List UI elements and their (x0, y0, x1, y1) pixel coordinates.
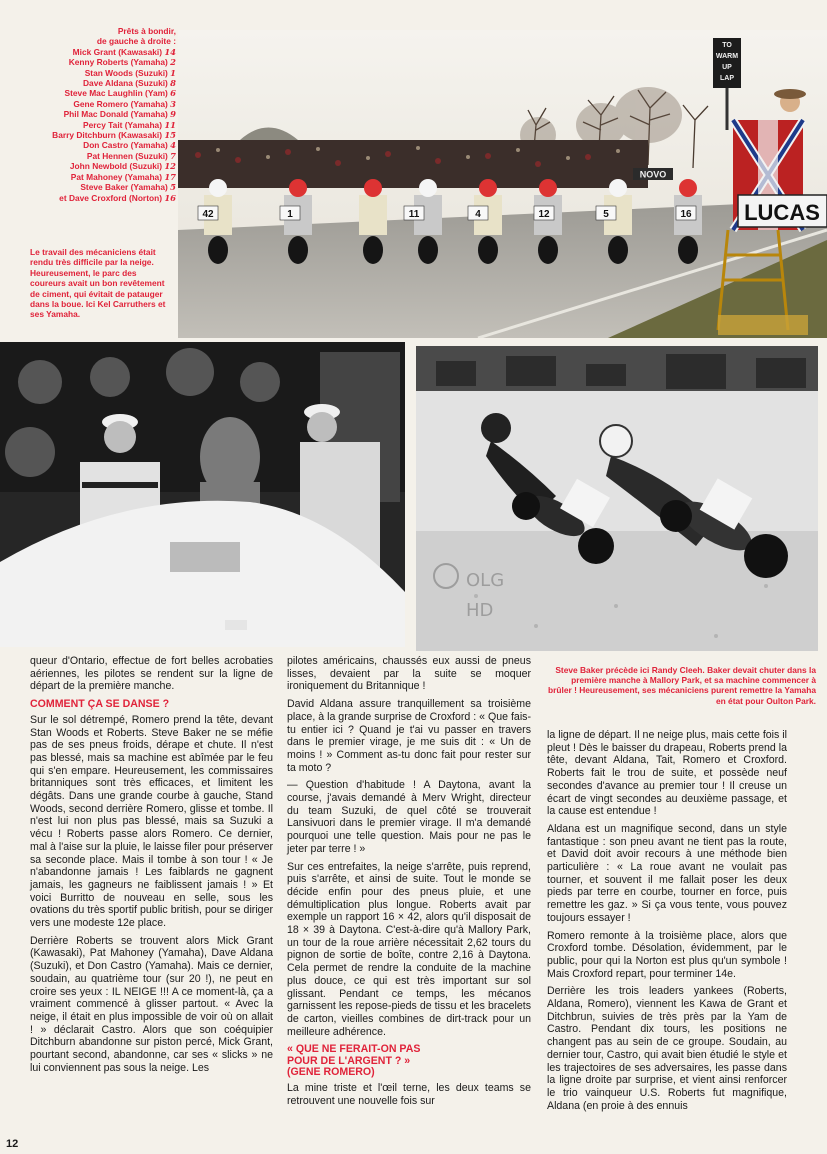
rider-number: 9 (170, 109, 176, 120)
article-col-1 (30, 655, 273, 1080)
mechanics-caption: Le travail des mécaniciens était rendu très difficile par la neige. Heureusement, le parc des coureurs avait un bon revêtement de ciment, qui évitait de patauger dans la boue. Ici Kel Carruthers et ses Yamaha. (30, 247, 166, 320)
rider-list (28, 47, 176, 203)
article-paragraph: queur d'Ontario, effectue de fort belles acrobaties aériennes, les pilotes se rendent sur la ligne de départ de la première manche. (30, 655, 273, 693)
rider-helmet (419, 179, 437, 197)
rider-name: John Newbold (Suzuki) (69, 161, 165, 172)
rider-number: 14 (164, 46, 176, 57)
rider-entry (28, 140, 176, 150)
rider-name: Pat Mahoney (Yamaha) (70, 171, 165, 182)
rider-number: 17 (164, 171, 176, 182)
photo-mechanics (0, 342, 405, 647)
rider-helmet (679, 179, 697, 197)
bike-wheel (363, 236, 383, 264)
sign-line-4: LAP (720, 75, 734, 82)
rider-entry (28, 68, 176, 78)
rider-number: 1 (170, 67, 176, 78)
riders-caption-intro-2: de gauche à droite : (96, 36, 176, 47)
rider-entry (28, 99, 176, 109)
rider-number: 5 (170, 182, 176, 193)
rider-number: 2 (170, 57, 176, 68)
col2-subheading-3: (GENE ROMERO) (287, 1066, 375, 1079)
bike-wheel (288, 236, 308, 264)
col2-subheading (287, 1044, 531, 1079)
bike-number: 11 (408, 209, 420, 220)
rider-entry (28, 88, 176, 98)
rider-name: Phil Mac Donald (Yamaha) (63, 109, 171, 120)
rider-helmet (364, 179, 382, 197)
rider-entry (28, 109, 176, 119)
rider-name: Dave Aldana (Suzuki) (82, 78, 171, 89)
rider-entry (28, 57, 176, 67)
rider-entry (28, 120, 176, 130)
rider-figure (359, 195, 387, 235)
photo-baker-cleeh (416, 346, 818, 651)
article-paragraph: Derrière les trois leaders yankees (Roberts, Aldana, Romero), viennent les Kawa de Grant et Ditchbrun, suivies de très près par la Yam de Castro. Pendant dix tours, les positions ne changent pas au sein de ce groupe. Soudain, au dernier tour, Castro, qui avait bien étudié le style et les trajectoires de ses adversaires, les passe dans la ligne droite par surprise, et vient ainsi renforcer le trio vainqueur U.S. Roberts fut magnifique, Aldana (en proie à des ennuis (547, 985, 787, 1112)
rider-number: 8 (170, 78, 176, 89)
article-paragraph: Sur ces entrefaites, la neige s'arrête, puis reprend, puis s'arrête, et ainsi de suite. Tout le monde se décide enfin pour des pneus pluie, et une démultiplication plus longue. Roberts avait par exemple un rapport 16 × 42, alors qu'il disposait de 18 × 39 à Daytona. C'est-à-dire qu'à Mallory Park, un tour de la roue arrière nécessitait 2,62 tours du pignon de sortie de boîte, contre 2,16 à Daytona. Cela permet de rendre la conduite de la machine plus douce, ce qui est très important sur sol glissant. Pendant ce temps, les mécanos garnissent les repose-pieds de tissu et les bracelets de carton, vieilles combines de dirt-track pour un meilleure adhérence. (287, 860, 531, 1038)
article-col-3 (547, 729, 787, 1117)
bike-number: 12 (538, 209, 550, 220)
rider-number: 7 (170, 150, 176, 161)
col1b-paragraphs (30, 714, 273, 1075)
riders-caption (28, 26, 176, 203)
bike-number: 16 (680, 209, 692, 220)
rider-number: 11 (164, 119, 176, 130)
rider-name: Don Castro (Yamaha) (83, 140, 171, 151)
starting-grid-illustration (178, 30, 827, 338)
rider-name: Barry Ditchburn (Kawasaki) (52, 130, 165, 141)
rider-entry (28, 151, 176, 161)
sign-line-2: WARM (715, 53, 739, 60)
rider-helmet (609, 179, 627, 197)
col1-paragraphs (30, 655, 273, 693)
col3-paragraphs (547, 729, 787, 1112)
rider-name: Percy Tait (Yamaha) (83, 119, 165, 130)
sign-line-3: UP (722, 64, 732, 71)
rider-entry (28, 161, 176, 171)
bike-number: 42 (202, 209, 214, 220)
sign-line-1: TO (722, 42, 732, 49)
page-number: 12 (6, 1138, 19, 1150)
bike-wheel (538, 236, 558, 264)
col1-subheading: COMMENT ÇA SE DANSE ? (30, 698, 170, 711)
rider-entry (28, 172, 176, 182)
article-paragraph: La mine triste et l'œil terne, les deux teams se retrouvent une nouvelle fois sur (287, 1081, 531, 1107)
rider-entry (28, 130, 176, 140)
rider-name: Pat Hennen (Suzuki) (86, 150, 171, 161)
bike-number: 5 (603, 209, 609, 220)
rider-number: 4 (170, 140, 176, 151)
rider-name: Gene Romero (Yamaha) (73, 98, 171, 109)
article-paragraph: David Aldana assure tranquillement sa troisième place, à la grande surprise de Croxford : « Que fais-tu entier ici ? Quand je t'ai vu passer en travers dans le premier virage, je me suis dit : « Un de moins ! » Comment as-tu donc fait pour rester sur ta moto ? (287, 698, 531, 774)
mechanics-illustration (0, 342, 405, 647)
rider-helmet (539, 179, 557, 197)
bike-number: 1 (287, 209, 293, 220)
article-paragraph: — Question d'habitude ! A Daytona, avant la course, j'avais demandé à Merv Wright, directeur du team Suzuki, de quel côté se trouverait Lansivuori dans le premier virage. Il m'a demandé pourquoi une telle question. Mais pour ne pas le jeter par terre ! » (287, 779, 531, 855)
rider-entry (28, 47, 176, 57)
watermark-line-1: OLG (466, 570, 505, 591)
rider-helmet (289, 179, 307, 197)
article-paragraph: pilotes américains, chaussés eux aussi de pneus lisses, devaient par la suite se moquer ironiquement du Britannique ! (287, 655, 531, 693)
bike-wheel (208, 236, 228, 264)
rider-name: et Dave Croxford (Norton) (59, 192, 165, 203)
bike-number: 4 (475, 209, 481, 220)
bike-wheel (418, 236, 438, 264)
novo-sign: NOVO (639, 169, 667, 180)
rider-name: Kenny Roberts (Yamaha) (68, 57, 171, 68)
rider-helmet (209, 179, 227, 197)
rider-name: Mick Grant (Kawasaki) (72, 46, 165, 57)
col2-paragraphs (287, 655, 531, 1038)
article-paragraph: Aldana est un magnifique second, dans un style fantastique : son pneu avant ne tient pas la route, et David doit avoir recours à une méthode bien particulière : « La roue avant ne voulait pas tourner, et souvent il me fallait poser les deux pieds par terre en courbe, tourner en force, puis remettre les gaz. » Si ça vous tente, vous pouvez toujours essayer ! (547, 822, 787, 924)
rider-entry (28, 182, 176, 192)
baker-cleeh-illustration (416, 346, 818, 651)
rider-helmet (479, 179, 497, 197)
rider-number: 15 (164, 130, 176, 141)
rider-number: 3 (170, 98, 176, 109)
riders-caption-intro-1: Prêts à bondir, (117, 26, 176, 36)
article-col-2 (287, 655, 531, 1112)
article-paragraph: Sur le sol détrempé, Romero prend la tête, devant Stan Woods et Roberts. Steve Baker ne se méfie pas de ses pneus froids, dérape et chute. Il n'est pas blessé, mais sa machine est abîmée par le feu qui s'en empare. Heureusement, les commissaires britanniques sont très efficaces, et limitent les dégâts. Dans une grande courbe à gauche, Stand Woods, second derrière Romero, glisse et tombe. Il n'est lui non plus pas blessé, mais sa Suzuki a vécu ! Roberts passe alors Romero. Ce dernier, mal à l'aise sur la pluie, le laisse filer pour préserver sa seconde place. Mais il tombe à son tour ! « Je n'abandonne jamais ! Les faiblards ne gagnent jamais, les gagneurs ne faiblissent jamais ! » Et voici Burritto de nouveau en selle, sous les ovations du très sportif public british, pour se diriger vers une modeste 12e place. (30, 713, 273, 930)
bike-wheel (678, 236, 698, 264)
article-paragraph: la ligne de départ. Il ne neige plus, mais cette fois il pleut ! Dès le baisser du drapeau, Roberts prend la tête, devant Aldana, Tait, Romero et Croxford. Roberts fait le trou de suite, et possède neuf secondes d'avance au premier tour ! Il creuse un écart de vingt secondes au deuxième passage, et la cause est entendue ! (547, 729, 787, 818)
rider-number: 16 (164, 192, 176, 203)
rider-number: 12 (164, 161, 176, 172)
bike-wheel (478, 236, 498, 264)
watermark-line-2: HD (466, 600, 494, 621)
article-paragraph: Derrière Roberts se trouvent alors Mick Grant (Kawasaki), Pat Mahoney (Yamaha), Dave Aldana (Suzuki), et Don Castro (Yamaha). Mais ce dernier, soudain, au quatrième tour (sur 20 !), ne peut en croire ses yeux : IL NEIGE !!! A ce moment-là, ça a vraiment commencé à glisser partout. « Avec la neige, il était en plus impossible de voir où on allait ! » déclarait Castro. Alors que son coéquipier Ditchburn abandonne sur piston percé, Mick Grant, pourtant second, abandonne, car ses « slicks » ne lui conviennent pas sous la neige. Les (30, 934, 273, 1074)
rider-name: Stan Woods (Suzuki) (84, 67, 171, 78)
col2-subheading-1: « QUE NE FERAIT-ON PAS (287, 1043, 421, 1056)
photo-starting-grid (178, 30, 827, 338)
baker-caption: Steve Baker précède ici Randy Cleeh. Baker devait chuter dans la première manche à Mallory Park, et sa machine commencer à brûler ! Heureusement, ses mécaniciens purent remettre la Yamaha en état pour Oulton Park. (548, 665, 816, 706)
rider-name: Steve Baker (Yamaha) (80, 182, 171, 193)
col2-subheading-2: POUR DE L'ARGENT ? » (287, 1054, 411, 1067)
lucas-board: LUCAS (744, 200, 820, 225)
col2b-paragraphs (287, 1082, 531, 1107)
rider-name: Steve Mac Laughlin (Yam) (64, 88, 171, 99)
rider-entry (28, 193, 176, 203)
rider-entry (28, 78, 176, 88)
article-paragraph: Romero remonte à la troisième place, alors que Croxford tombe. Désolation, évidemment, par le public, pour qui la Norton est plus qu'un symbole ! Mais Croxford repart, pour terminer 14e. (547, 929, 787, 980)
rider-number: 6 (170, 88, 176, 99)
bike-wheel (608, 236, 628, 264)
